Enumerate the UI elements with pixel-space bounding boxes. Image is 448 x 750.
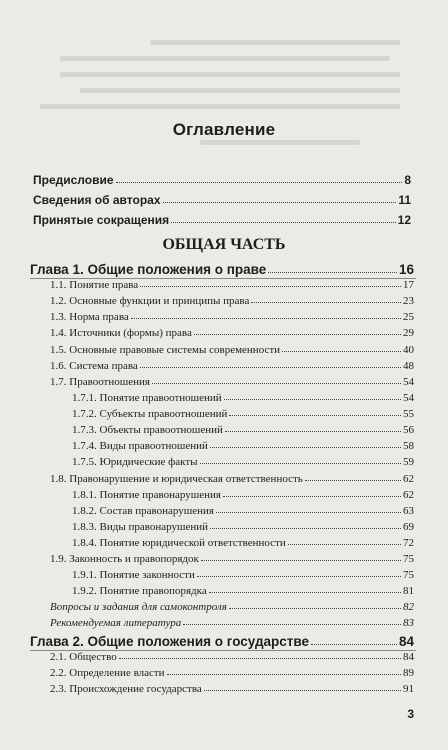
toc-section[interactable]	[50, 376, 414, 388]
toc-section[interactable]	[50, 360, 414, 372]
toc-entry-page: 75	[403, 553, 414, 565]
chapter-heading[interactable]	[30, 634, 414, 649]
chapter-underline	[30, 650, 416, 651]
dot-leader	[224, 399, 401, 400]
toc-entry-page: 62	[403, 489, 414, 501]
toc-entry-label: 1.8. Правонарушение и юридическая ответственность	[50, 473, 303, 485]
toc-entry-page: 84	[398, 634, 414, 649]
dot-leader	[119, 658, 401, 659]
toc-entry-page: 16	[398, 262, 414, 277]
toc-entry-page: 17	[403, 279, 414, 291]
toc-entry-label: Вопросы и задания для самоконтроля	[50, 601, 227, 613]
toc-entry-page: 63	[403, 505, 414, 517]
dot-leader	[229, 608, 401, 609]
dot-leader	[288, 544, 401, 545]
dot-leader	[167, 674, 401, 675]
toc-section[interactable]	[50, 473, 414, 485]
toc-entry-page: 48	[403, 360, 414, 372]
toc-entry-label: 1.6. Система права	[50, 360, 138, 372]
dot-leader	[140, 367, 401, 368]
dot-leader	[152, 383, 401, 384]
toc-entry-label: 2.2. Определение власти	[50, 667, 165, 679]
toc-subsection[interactable]	[72, 424, 414, 436]
section-title: ОБЩАЯ ЧАСТЬ	[162, 236, 286, 253]
toc-entry-label: 1.9. Законность и правопорядок	[50, 553, 199, 565]
toc-section[interactable]	[50, 295, 414, 307]
toc-subsection[interactable]	[72, 585, 414, 597]
toc-entry-page: 91	[403, 683, 414, 695]
chapter-underline	[30, 278, 416, 279]
toc-section[interactable]	[50, 279, 414, 291]
toc-entry-page: 59	[403, 456, 414, 468]
toc-subsection[interactable]	[72, 440, 414, 452]
toc-entry-label: 1.8.3. Виды правонарушений	[72, 521, 208, 533]
toc-entry-page: 89	[403, 667, 414, 679]
toc-supplement[interactable]	[50, 617, 414, 629]
toc-entry-label: Предисловие	[33, 173, 114, 187]
toc-entry-page: 82	[403, 601, 414, 613]
dot-leader	[183, 624, 401, 625]
toc-entry-page: 55	[403, 408, 414, 420]
dot-leader	[140, 286, 401, 287]
toc-entry-label: Глава 1. Общие положения о праве	[30, 262, 267, 277]
toc-subsection[interactable]	[72, 392, 414, 404]
dot-leader	[216, 512, 401, 513]
toc-entry-page: 40	[403, 344, 414, 356]
toc-section[interactable]	[50, 344, 414, 356]
toc-entry-page: 8	[404, 173, 411, 187]
toc-entry-label: Рекомендуемая литература	[50, 617, 182, 629]
dot-leader	[163, 202, 397, 203]
toc-subsection[interactable]	[72, 537, 414, 549]
toc-subsection[interactable]	[72, 489, 414, 501]
toc-section[interactable]	[50, 327, 414, 339]
front-matter-item[interactable]	[33, 173, 411, 187]
toc-entry-page: 25	[403, 311, 414, 323]
toc-section[interactable]	[50, 651, 414, 663]
dot-leader	[282, 351, 401, 352]
dot-leader	[201, 560, 401, 561]
toc-entry-label: Сведения об авторах	[33, 193, 161, 207]
toc-entry-label: 1.8.4. Понятие юридической ответственности	[72, 537, 286, 549]
toc-entry-label: 1.7.5. Юридические факты	[72, 456, 198, 468]
toc-entry-page: 54	[403, 392, 414, 404]
dot-leader	[116, 182, 403, 183]
dot-leader	[225, 431, 401, 432]
toc-entry-page: 69	[403, 521, 414, 533]
toc-section[interactable]	[50, 683, 414, 695]
toc-entry-page: 84	[403, 651, 414, 663]
toc-entry-label: 1.4. Источники (формы) права	[50, 327, 192, 339]
dot-leader	[311, 644, 397, 645]
dot-leader	[209, 592, 401, 593]
toc-entry-label: 1.5. Основные правовые системы современности	[50, 344, 281, 356]
toc-subsection[interactable]	[72, 521, 414, 533]
toc-entry-label: 1.7. Правоотношения	[50, 376, 150, 388]
toc-entry-page: 83	[403, 617, 414, 629]
toc-entry-page: 11	[398, 193, 411, 207]
dot-leader	[251, 302, 401, 303]
toc-entry-page: 75	[403, 569, 414, 581]
toc-section[interactable]	[50, 553, 414, 565]
toc-entry-label: 1.7.2. Субъекты правоотношений	[72, 408, 228, 420]
toc-entry-label: 1.3. Норма права	[50, 311, 129, 323]
toc-entry-label: 1.2. Основные функции и принципы права	[50, 295, 250, 307]
toc-title: Оглавление	[172, 120, 276, 139]
toc-entry-page: 72	[403, 537, 414, 549]
toc-entry-label: 1.7.1. Понятие правоотношений	[72, 392, 222, 404]
dot-leader	[200, 463, 401, 464]
toc-supplement[interactable]	[50, 601, 414, 613]
dot-leader	[268, 272, 397, 273]
toc-entry-label: 1.7.4. Виды правоотношений	[72, 440, 208, 452]
toc-entry-label: 2.1. Общество	[50, 651, 117, 663]
toc-entry-label: Глава 2. Общие положения о государстве	[30, 634, 310, 649]
toc-entry-label: 1.8.2. Состав правонарушения	[72, 505, 214, 517]
dot-leader	[210, 528, 401, 529]
dot-leader	[229, 415, 401, 416]
toc-entry-page: 29	[403, 327, 414, 339]
toc-section[interactable]	[50, 311, 414, 323]
dot-leader	[131, 318, 401, 319]
front-matter-item[interactable]	[33, 193, 411, 207]
toc-entry-page: 12	[397, 213, 411, 227]
toc-entry-label: 2.3. Происхождение государства	[50, 683, 202, 695]
chapter-heading[interactable]	[30, 262, 414, 277]
toc-entry-label: 1.7.3. Объекты правоотношений	[72, 424, 223, 436]
toc-entry-page: 62	[403, 473, 414, 485]
toc-subsection[interactable]	[72, 408, 414, 420]
toc-entry-label: 1.1. Понятие права	[50, 279, 139, 291]
dot-leader	[171, 222, 395, 223]
dot-leader	[197, 576, 401, 577]
toc-entry-page: 23	[403, 295, 414, 307]
toc-section[interactable]	[50, 667, 414, 679]
dot-leader	[210, 447, 401, 448]
toc-entry-page: 54	[403, 376, 414, 388]
toc-entry-label: 1.9.1. Понятие законности	[72, 569, 195, 581]
bleed-through-text	[0, 0, 448, 170]
dot-leader	[204, 690, 401, 691]
toc-entry-page: 56	[403, 424, 414, 436]
toc-entry-label: 1.9.2. Понятие правопорядка	[72, 585, 207, 597]
page-number: 3	[407, 707, 414, 721]
dot-leader	[194, 334, 401, 335]
dot-leader	[223, 496, 401, 497]
toc-entry-label: 1.8.1. Понятие правонарушения	[72, 489, 221, 501]
front-matter-item[interactable]	[33, 213, 411, 227]
toc-entry-label: Принятые сокращения	[33, 213, 170, 227]
toc-entry-page: 58	[403, 440, 414, 452]
toc-subsection[interactable]	[72, 569, 414, 581]
toc-subsection[interactable]	[72, 456, 414, 468]
dot-leader	[305, 480, 401, 481]
toc-subsection[interactable]	[72, 505, 414, 517]
toc-entry-page: 81	[403, 585, 414, 597]
